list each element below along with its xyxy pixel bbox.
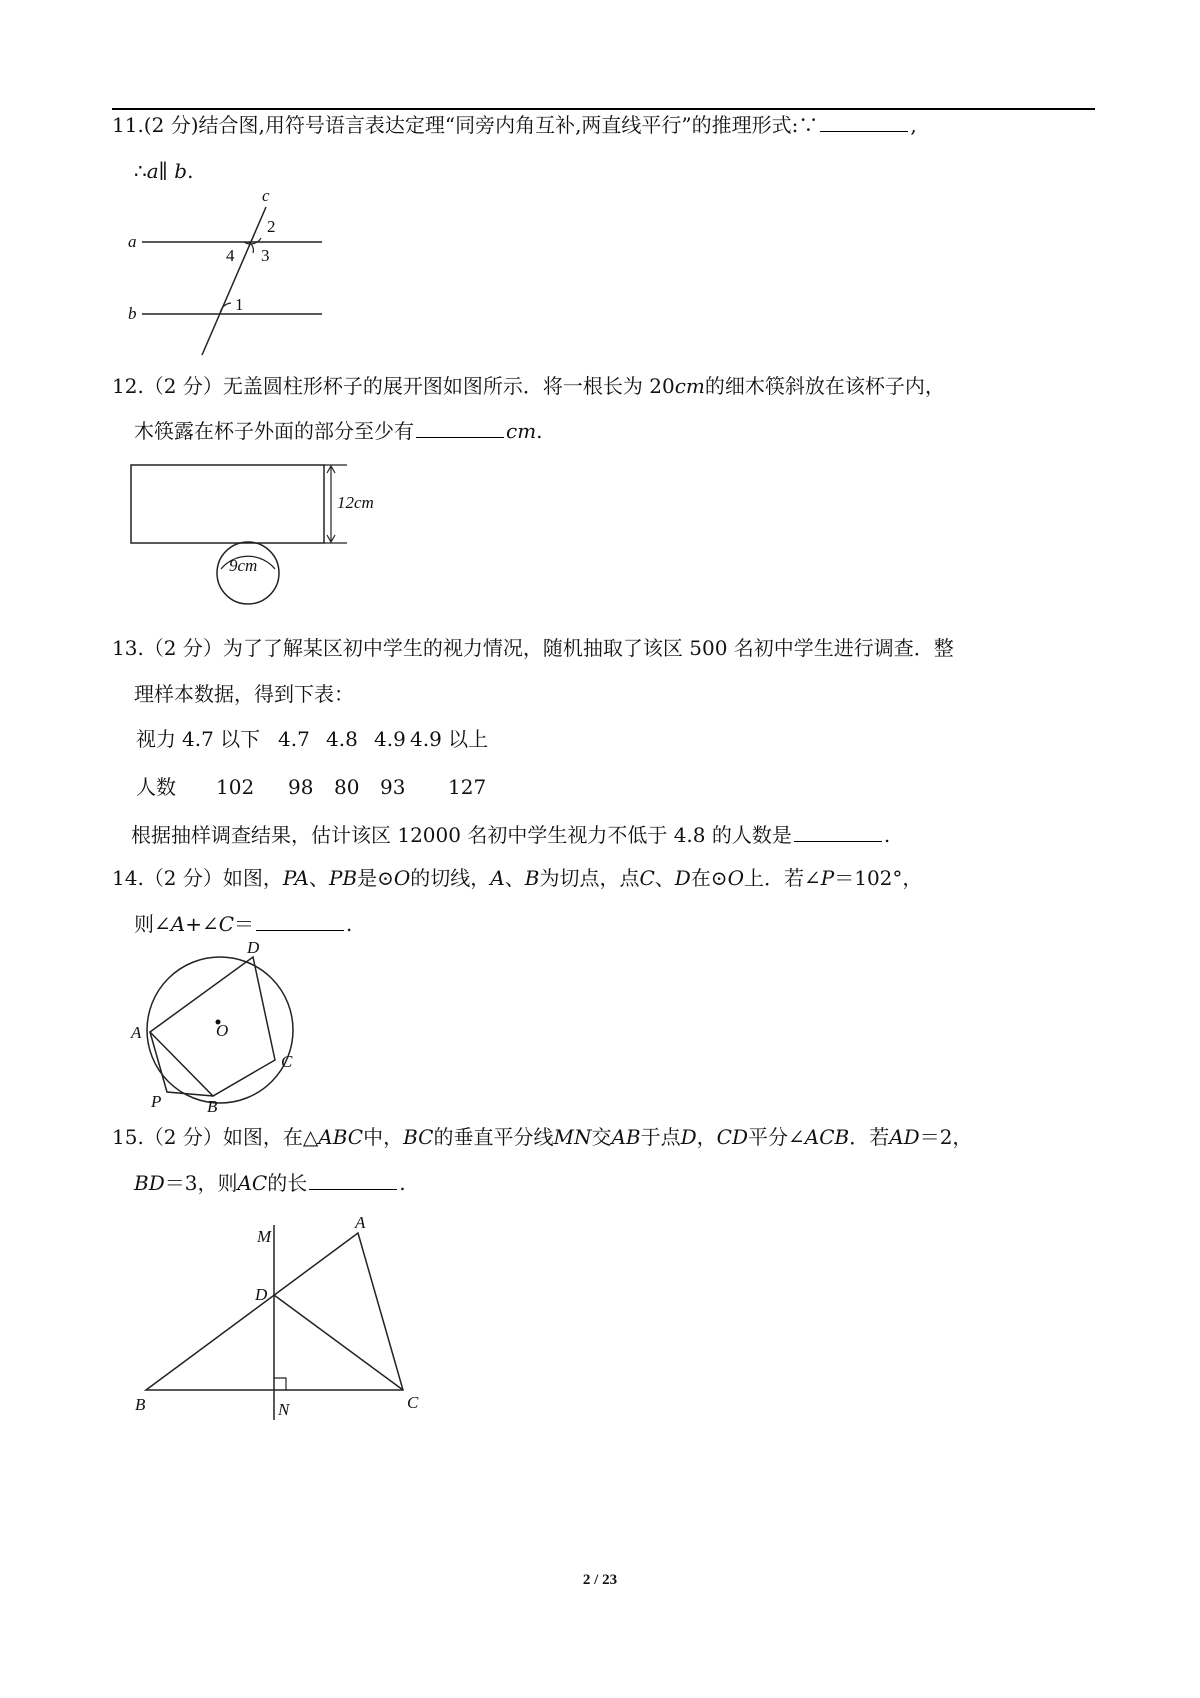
q15-label-A: A <box>355 1213 366 1232</box>
q11-angle-1: 1 <box>235 295 244 314</box>
q14-blank[interactable] <box>256 912 344 931</box>
q12-circ-label: 9cm <box>229 556 258 575</box>
q15-blank[interactable] <box>309 1171 397 1190</box>
q14-line1: 14.（2 分）如图，PA、PB是⊙O的切线，A、B为切点，点C、D在⊙O上．若∠P＝102°， <box>112 866 923 890</box>
q11-angle-2: 2 <box>267 217 276 236</box>
q14-line2: 则∠A+∠C＝ . <box>134 912 353 936</box>
q11-line2: ∴a∥ b. <box>134 159 194 183</box>
q15-line2: BD＝3，则AC的长 . <box>134 1171 406 1195</box>
q13-table-header: 视力 4.7 以下 4.7 4.8 4.9 4.9 以上 <box>136 727 489 751</box>
q11-angle-4: 4 <box>226 246 235 265</box>
q15-label-N: N <box>278 1400 290 1419</box>
q11-blank[interactable] <box>820 113 908 132</box>
q14-label-P: P <box>151 1092 162 1111</box>
q13-line3: 根据抽样调查结果，估计该区 12000 名初中学生视力不低于 4.8 的人数是 . <box>131 823 891 847</box>
q12-figure <box>125 460 395 615</box>
q13-table-row: 人数 102 98 80 93 127 <box>136 775 487 799</box>
q15-label-C: C <box>407 1393 419 1412</box>
q13-line1: 13.（2 分）为了了解某区初中学生的视力情况，随机抽取了该区 500 名初中学生进行调查．整 <box>112 636 954 660</box>
q11-label-c: c <box>262 186 270 205</box>
header-rule <box>112 108 1095 110</box>
q15-label-M: M <box>257 1227 272 1246</box>
q11-label-b: b <box>128 304 137 323</box>
page-number: 2 / 23 <box>582 1572 618 1588</box>
q12-line2: 木筷露在杯子外面的部分至少有 cm. <box>134 419 543 443</box>
q15-label-D: D <box>255 1285 268 1304</box>
q12-height-label: 12cm <box>337 493 374 512</box>
q13-blank[interactable] <box>794 823 882 842</box>
q14-label-A: A <box>131 1023 142 1042</box>
q12-blank[interactable] <box>416 419 504 438</box>
q15-label-B: B <box>135 1395 146 1414</box>
q14-label-B: B <box>207 1097 218 1116</box>
q14-label-C: C <box>281 1052 293 1071</box>
q15-figure <box>125 1215 445 1430</box>
q15-line1: 15.（2 分）如图，在△ABC中，BC的垂直平分线MN交AB于点D，CD平分∠ACB．若AD＝2， <box>112 1125 973 1149</box>
q14-figure <box>125 940 315 1120</box>
q11-line1: 11.(2 分)结合图,用符号语言表达定理“同旁内角互补,两直线平行”的推理形式:∵ , <box>112 113 917 137</box>
q14-label-D: D <box>247 938 260 957</box>
q13-line2: 理样本数据，得到下表： <box>134 682 354 706</box>
q11-label-a: a <box>128 232 137 251</box>
q11-figure <box>120 185 340 355</box>
q11-angle-3: 3 <box>261 246 270 265</box>
q14-label-O: O <box>216 1021 229 1040</box>
q12-line1: 12.（2 分）无盖圆柱形杯子的展开图如图所示．将一根长为 20cm的细木筷斜放在该杯子内， <box>112 374 945 398</box>
